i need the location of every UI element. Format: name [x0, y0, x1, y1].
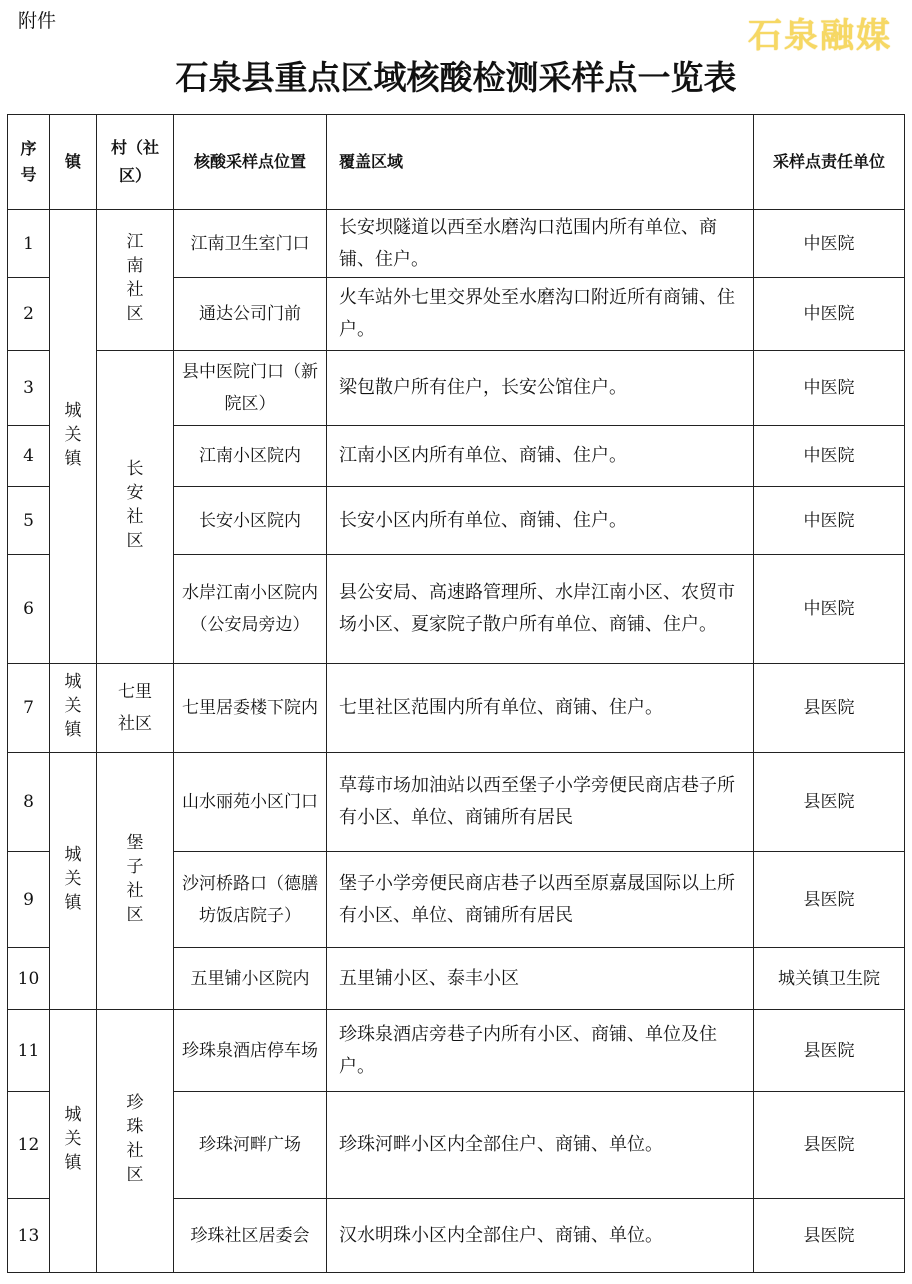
location-cell: 江南小区院内: [174, 426, 327, 487]
col-header-village: 村（社区）: [97, 115, 174, 210]
attachment-label: 附件: [18, 10, 57, 32]
seq-cell: 10: [8, 948, 50, 1010]
village-cell: 江南社区: [97, 210, 174, 351]
town-cell: 城关镇: [50, 753, 97, 1010]
area-cell: 长安坝隧道以西至水磨沟口范围内所有单位、商铺、住户。: [327, 210, 754, 278]
brand-watermark: 石泉融媒: [748, 16, 892, 56]
location-cell: 山水丽苑小区门口: [174, 753, 327, 852]
area-cell: 梁包散户所有住户，长安公馆住户。: [327, 351, 754, 426]
page-title: 石泉县重点区域核酸检测采样点一览表: [175, 58, 737, 97]
col-header-area: 覆盖区域: [327, 115, 754, 210]
location-cell: 县中医院门口（新院区）: [174, 351, 327, 426]
area-cell: 长安小区内所有单位、商铺、住户。: [327, 487, 754, 555]
unit-cell: 中医院: [754, 426, 905, 487]
seq-cell: 5: [8, 487, 50, 555]
unit-cell: 城关镇卫生院: [754, 948, 905, 1010]
area-cell: 汉水明珠小区内全部住户、商铺、单位。: [327, 1199, 754, 1273]
town-cell: 城关镇: [50, 210, 97, 664]
col-header-town: 镇: [50, 115, 97, 210]
table-row: [8, 210, 905, 278]
seq-cell: 4: [8, 426, 50, 487]
seq-cell: 2: [8, 278, 50, 351]
town-cell: 城关镇: [50, 1010, 97, 1273]
area-cell: 草莓市场加油站以西至堡子小学旁便民商店巷子所有小区、单位、商铺所有居民: [327, 753, 754, 852]
location-cell: 珍珠社区居委会: [174, 1199, 327, 1273]
village-cell: 堡子社区: [97, 753, 174, 1010]
unit-cell: 县医院: [754, 1092, 905, 1199]
location-cell: 珍珠泉酒店停车场: [174, 1010, 327, 1092]
area-cell: 七里社区范围内所有单位、商铺、住户。: [327, 664, 754, 753]
area-cell: 火车站外七里交界处至水磨沟口附近所有商铺、住户。: [327, 278, 754, 351]
location-cell: 珍珠河畔广场: [174, 1092, 327, 1199]
col-header-location: 核酸采样点位置: [174, 115, 327, 210]
table-row: [8, 351, 905, 426]
village-cell: 长安社区: [97, 351, 174, 664]
seq-cell: 8: [8, 753, 50, 852]
seq-cell: 13: [8, 1199, 50, 1273]
area-cell: 堡子小学旁便民商店巷子以西至原嘉晟国际以上所有小区、单位、商铺所有居民: [327, 852, 754, 948]
unit-cell: 中医院: [754, 487, 905, 555]
area-cell: 珍珠泉酒店旁巷子内所有小区、商铺、单位及住户。: [327, 1010, 754, 1092]
unit-cell: 县医院: [754, 753, 905, 852]
seq-cell: 12: [8, 1092, 50, 1199]
area-cell: 五里铺小区、泰丰小区: [327, 948, 754, 1010]
seq-cell: 3: [8, 351, 50, 426]
area-cell: 县公安局、高速路管理所、水岸江南小区、农贸市场小区、夏家院子散户所有单位、商铺、住户。: [327, 555, 754, 664]
table-row: [8, 1010, 905, 1092]
unit-cell: 县医院: [754, 664, 905, 753]
location-cell: 沙河桥路口（德膳坊饭店院子）: [174, 852, 327, 948]
unit-cell: 中医院: [754, 555, 905, 664]
unit-cell: 中医院: [754, 278, 905, 351]
seq-cell: 11: [8, 1010, 50, 1092]
unit-cell: 县医院: [754, 852, 905, 948]
location-cell: 水岸江南小区院内（公安局旁边）: [174, 555, 327, 664]
sampling-points-table: [7, 114, 905, 1273]
seq-cell: 7: [8, 664, 50, 753]
area-cell: 珍珠河畔小区内全部住户、商铺、单位。: [327, 1092, 754, 1199]
unit-cell: 县医院: [754, 1010, 905, 1092]
col-header-unit: 采样点责任单位: [754, 115, 905, 210]
unit-cell: 县医院: [754, 1199, 905, 1273]
town-cell: 城关镇: [50, 664, 97, 753]
village-cell: 七里社区: [97, 664, 174, 753]
table-header-row: [8, 115, 905, 210]
location-cell: 通达公司门前: [174, 278, 327, 351]
area-cell: 江南小区内所有单位、商铺、住户。: [327, 426, 754, 487]
seq-cell: 9: [8, 852, 50, 948]
unit-cell: 中医院: [754, 351, 905, 426]
location-cell: 长安小区院内: [174, 487, 327, 555]
location-cell: 江南卫生室门口: [174, 210, 327, 278]
col-header-seq: 序号: [8, 115, 50, 210]
table-row: [8, 753, 905, 852]
location-cell: 七里居委楼下院内: [174, 664, 327, 753]
location-cell: 五里铺小区院内: [174, 948, 327, 1010]
seq-cell: 1: [8, 210, 50, 278]
unit-cell: 中医院: [754, 210, 905, 278]
table-row: [8, 664, 905, 753]
seq-cell: 6: [8, 555, 50, 664]
village-cell: 珍珠社区: [97, 1010, 174, 1273]
